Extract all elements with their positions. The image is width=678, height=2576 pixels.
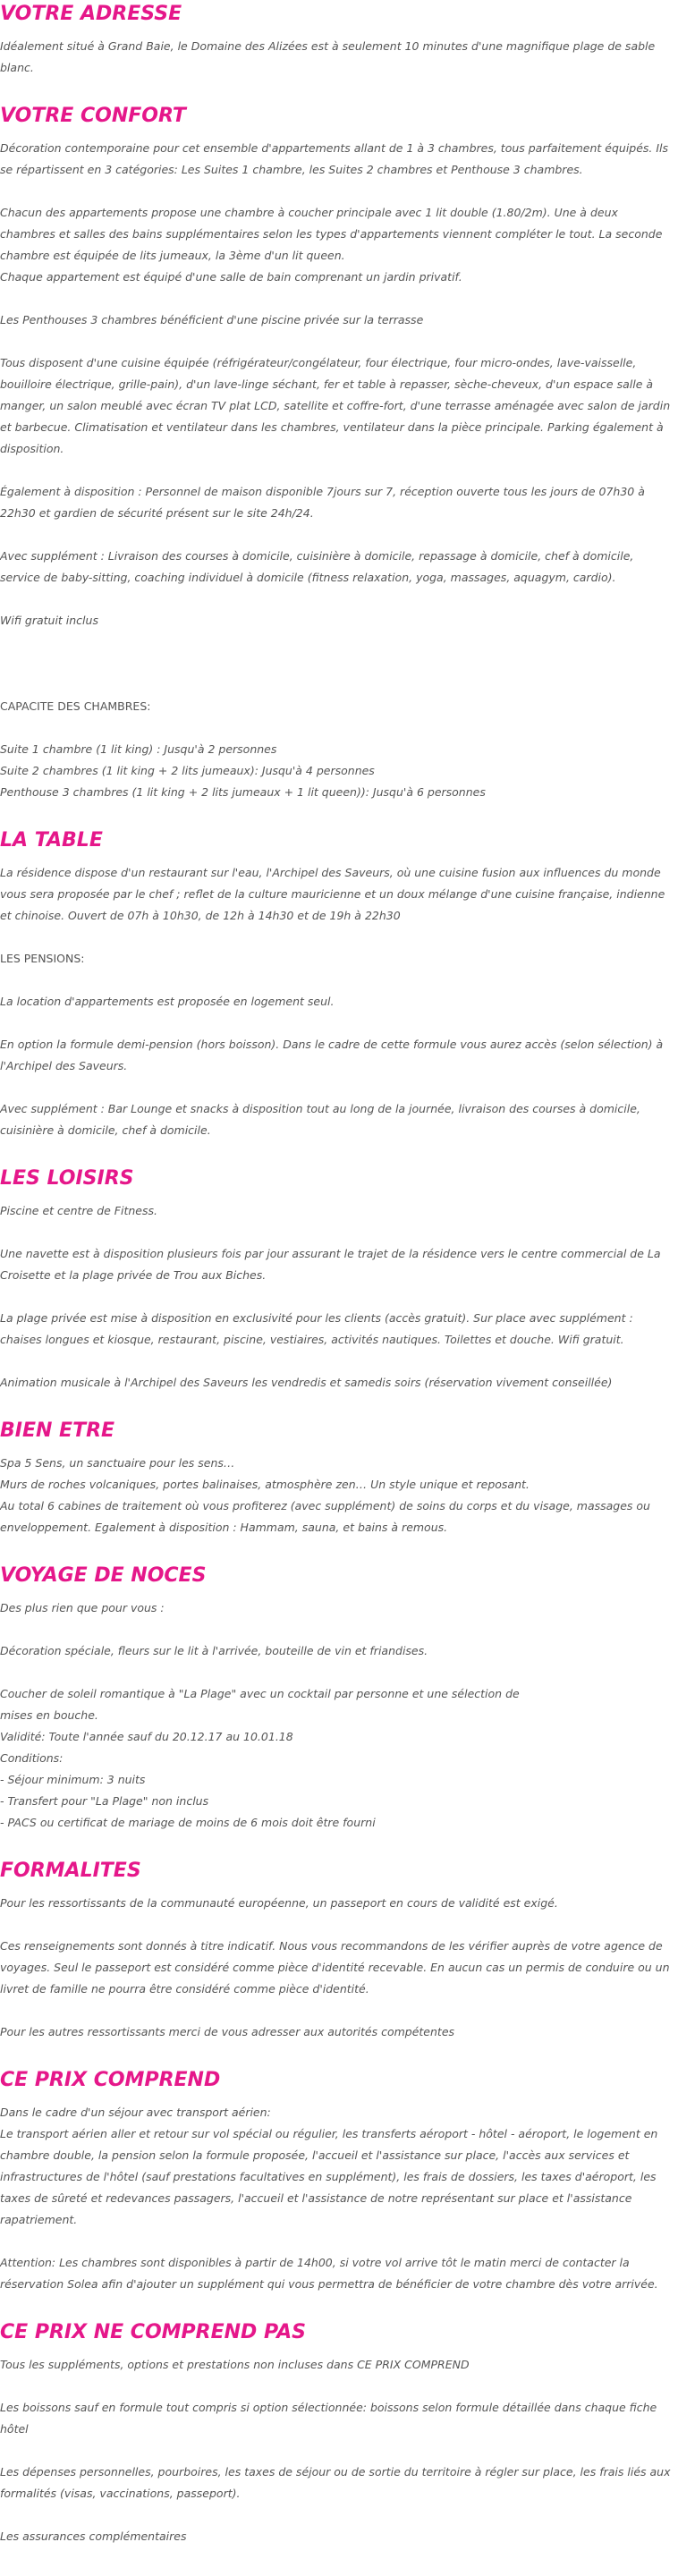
section-paragraph: Les boissons sauf en formule tout compris si option sélectionnée: boissons selon formule détaillée dans chaque fiche hôtel xyxy=(0,2401,657,2436)
section-paragraph: Pour les ressortissants de la communauté européenne, un passeport en cours de validité est exigé. xyxy=(0,1896,558,1910)
section-paragraph: La location d'appartements est proposée en logement seul. xyxy=(0,995,335,1008)
section-paragraph: LES PENSIONS: xyxy=(0,952,85,965)
section-paragraph: Les dépenses personnelles, pourboires, les taxes de séjour ou de sortie du territoire à régler sur place, les frais liés aux formalités (visas, vaccinations, passeport). xyxy=(0,2465,671,2500)
section-paragraph: CAPACITE DES CHAMBRES: xyxy=(0,699,151,713)
section-title: FORMALITES xyxy=(0,1860,141,1882)
section-paragraph: Idéalement situé à Grand Baie, le Domaine des Alizées est à seulement 10 minutes d'une magnifique plage de sable blanc. xyxy=(0,39,656,74)
section-paragraph: Wifi gratuit inclus xyxy=(0,614,98,627)
section-paragraph: Avec supplément : Bar Lounge et snacks à disposition tout au long de la journée, livraison des courses à domicile, cuisinière à domicile, chef à domicile. xyxy=(0,1102,640,1137)
section-8 xyxy=(0,2066,676,2295)
section-title: VOTRE CONFORT xyxy=(0,105,186,127)
section-paragraph: En option la formule demi-pension (hors boisson). Dans le cadre de cette formule vous aurez accès (selon sélection) à l'Archipel des Saveurs. xyxy=(0,1038,664,1072)
section-paragraph: Avec supplément : Livraison des courses à domicile, cuisinière à domicile, repassage à domicile, chef à domicile, service de baby-sitting, coaching individuel à domicile (fitness relaxation, yoga, massages, aquagym, cardio). xyxy=(0,549,634,584)
section-paragraph: Chacun des appartements propose une chambre à coucher principale avec 1 lit double (1.80/2m). Une à deux chambres et salles des bains supplémentaires selon les types d'appartements viennent compléter le tout. La seconde chambre est équipée de lits jumeaux, la 3ème d'un lit queen. Chaque appartement est équipé d'une salle de bain comprenant un jardin privatif. xyxy=(0,206,663,284)
section-3 xyxy=(0,826,676,1141)
section-paragraph: Tous les suppléments, options et prestations non incluses dans CE PRIX COMPREND xyxy=(0,2358,470,2371)
section-4 xyxy=(0,1165,676,1394)
section-paragraph: Des plus rien que pour vous : xyxy=(0,1601,165,1614)
section-title: VOYAGE DE NOCES xyxy=(0,1564,207,1587)
section-paragraph: La résidence dispose d'un restaurant sur l'eau, l'Archipel des Saveurs, où une cuisine fusion aux influences du monde vous sera proposée par le chef ; reflet de la culture mauricienne et un doux mélange d'une cuisine française, indienne et chinoise. Ouvert de 07h à 10h30, de 12h à 14h30 et de 19h à 22h30 xyxy=(0,866,665,922)
section-paragraph: Suite 1 chambre (1 lit king) : Jusqu'à 2 personnes Suite 2 chambres (1 lit king + 2 lits jumeaux): Jusqu'à 4 personnes Penthouse 3 chambres (1 lit king + 2 lits jumeaux + 1 lit queen)): Jusqu'à 6 personnes xyxy=(0,742,486,799)
section-paragraph xyxy=(0,653,676,674)
section-paragraph: Également à disposition : Personnel de maison disponible 7jours sur 7, réception ouverte tous les jours de 07h30 à 22h30 et gardien de sécurité présent sur le site 24h/24. xyxy=(0,485,645,520)
section-paragraph: Pour les autres ressortissants merci de vous adresser aux autorités compétentes xyxy=(0,2025,455,2038)
section-title: CE PRIX COMPREND xyxy=(0,2069,221,2091)
section-paragraph: Animation musicale à l'Archipel des Saveurs les vendredis et samedis soirs (réservation vivement conseillée) xyxy=(0,1376,613,1389)
section-paragraph: Décoration contemporaine pour cet ensemble d'appartements allant de 1 à 3 chambres, tous parfaitement équipés. Ils se répartissent en 3 catégories: Les Suites 1 chambre, les Suites 2 chambres et Penthouse 3 chambres. xyxy=(0,141,669,176)
section-paragraph: Piscine et centre de Fitness. xyxy=(0,1204,157,1217)
section-9 xyxy=(0,2318,676,2547)
section-paragraph: Décoration spéciale, fleurs sur le lit à l'arrivée, bouteille de vin et friandises. xyxy=(0,1644,428,1657)
section-paragraph: Les Penthouses 3 chambres bénéficient d'une piscine privée sur la terrasse xyxy=(0,313,424,326)
section-5 xyxy=(0,1417,676,1538)
section-7 xyxy=(0,1857,676,2043)
section-title: LES LOISIRS xyxy=(0,1167,134,1190)
section-paragraph: Une navette est à disposition plusieurs fois par jour assurant le trajet de la résidence vers le centre commercial de La Croisette et la plage privée de Trou aux Biches. xyxy=(0,1247,661,1282)
section-paragraph: Spa 5 Sens, un sanctuaire pour les sens… Murs de roches volcaniques, portes balinaises, atmosphère zen… Un style unique et reposant. Au total 6 cabines de traitement où vous profiterez (avec supplément) de soins du corps et du visage, massages ou enveloppement. Egalement à disposition : Hammam, sauna, et bains à remous. xyxy=(0,1456,650,1534)
section-title: VOTRE ADRESSE xyxy=(0,3,182,25)
section-6 xyxy=(0,1562,676,1834)
section-title: CE PRIX NE COMPREND PAS xyxy=(0,2321,306,2343)
section-2 xyxy=(0,102,676,803)
section-paragraph: Dans le cadre d'un séjour avec transport aérien: Le transport aérien aller et retour sur vol spécial ou régulier, les transferts aéroport - hôtel - aéroport, le logement en chambre double, la pension selon la formule proposée, l'accueil et l'assistance sur place, l'accès aux services et infrastructures de l'hôtel (sauf prestations facultatives en supplément), les frais de dossiers, les taxes d'aéroport, les taxes de sûreté et redevances passagers, l'accueil et l'assistance de notre représentant sur place et l'assistance rapatriement. xyxy=(0,2106,658,2226)
section-paragraph: Coucher de soleil romantique à "La Plage" avec un cocktail par personne et une sélection de mises en bouche. Validité: Toute l'année sauf du 20.12.17 au 10.01.18 Conditions: - Séjour minimum: 3 nuits - Transfert pour "La Plage" non inclus - PACS ou certificat de mariage de moins de 6 mois doit être fourni xyxy=(0,1687,520,1829)
section-paragraph: Attention: Les chambres sont disponibles à partir de 14h00, si votre vol arrive tôt le matin merci de contacter la réservation Solea afin d'ajouter un supplément qui vous permettra de bénéficier de votre chambre dès votre arrivée. xyxy=(0,2256,658,2291)
section-paragraph: Les assurances complémentaires xyxy=(0,2529,187,2543)
section-paragraph: Tous disposent d'une cuisine équipée (réfrigérateur/congélateur, four électrique, four micro-ondes, lave-vaisselle, bouilloire électrique, grille-pain), d'un lave-linge séchant, fer et table à repasser, sèche-cheveux, d'un espace salle à manger, un salon meublé avec écran TV plat LCD, satellite et coffre-fort, d'une terrasse aménagée avec salon de jardin et barbecue. Climatisation et ventilateur dans les chambres, ventilateur dans la pièce principale. Parking également à disposition. xyxy=(0,356,671,455)
section-1 xyxy=(0,0,676,79)
section-title: LA TABLE xyxy=(0,829,103,852)
section-paragraph: Ces renseignements sont donnés à titre indicatif. Nous vous recommandons de les vérifier auprès de votre agence de voyages. Seul le passeport est considéré comme pièce d'identité recevable. En aucun cas un permis de conduire ou un livret de famille ne pourra être considéré comme pièce d'identité. xyxy=(0,1939,670,1996)
section-paragraph: La plage privée est mise à disposition en exclusivité pour les clients (accès gratuit). Sur place avec supplément : chaises longues et kiosque, restaurant, piscine, vestiaires, activités nautiques. Toilettes et douche. Wifi gratuit. xyxy=(0,1311,633,1346)
section-title: BIEN ETRE xyxy=(0,1419,115,1442)
